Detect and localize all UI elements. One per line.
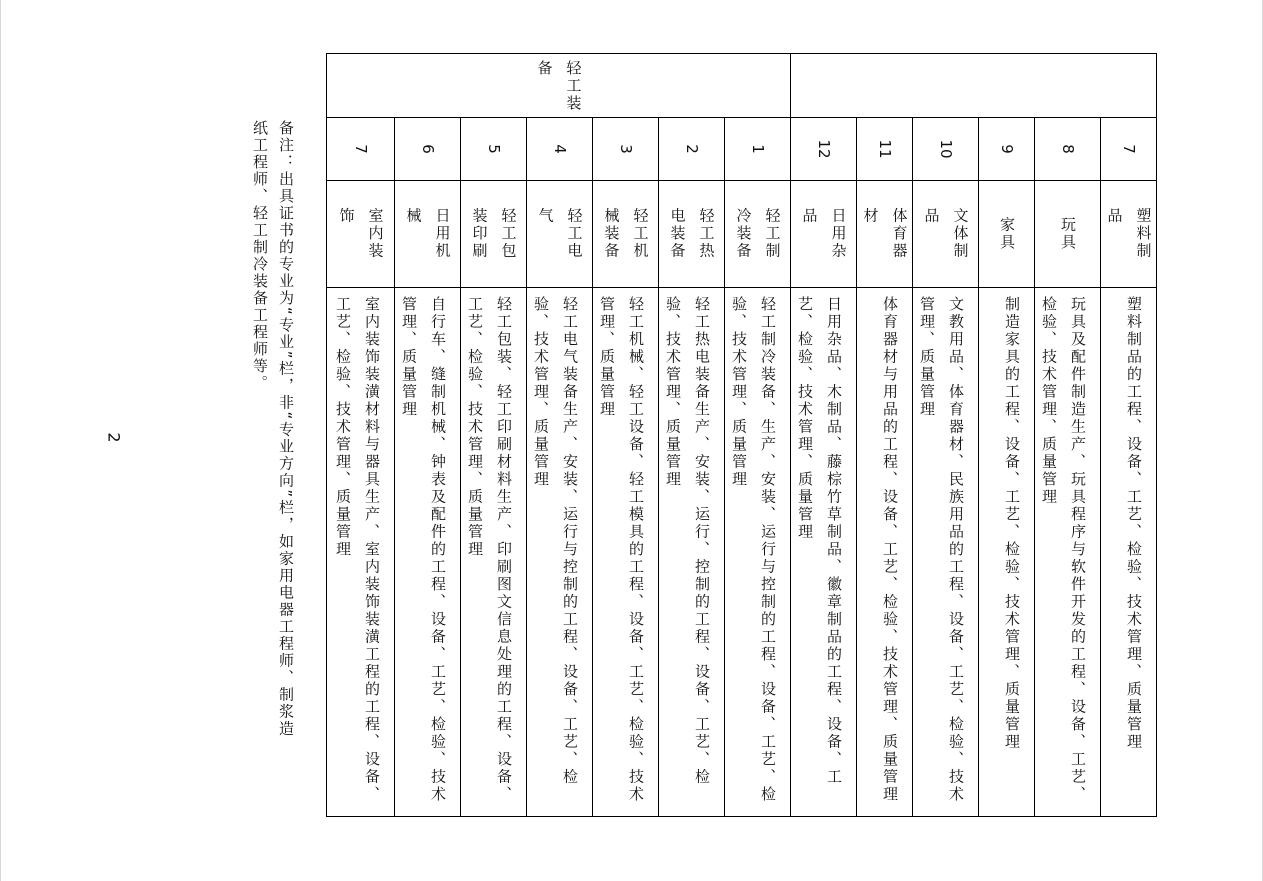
cell-number: [527, 118, 592, 181]
table-column-left-2: [658, 118, 724, 816]
cell-scope: [1035, 288, 1100, 816]
major-text: 室内装饰: [337, 207, 385, 260]
cell-number: [461, 118, 526, 181]
table-column-left-5: [460, 118, 526, 816]
number-text: 10: [936, 139, 955, 159]
scope-text: 文教用品、体育器材、民族用品的工程、设备、工艺、检验、技术管理、质量管理: [918, 296, 965, 804]
major-text: 文体制品: [922, 207, 970, 260]
cell-scope: [725, 288, 790, 816]
major-text: 轻工机械装备: [602, 207, 650, 260]
major-text: 轻工制冷装备: [734, 207, 782, 260]
cell-major: [593, 181, 658, 288]
cell-number: [913, 118, 978, 181]
cell-scope: [327, 288, 394, 816]
cell-number: [979, 118, 1034, 181]
cell-number: [395, 118, 460, 181]
table-column-left-4: [526, 118, 592, 816]
table-column-right-3: [978, 118, 1034, 816]
cell-number: [1101, 118, 1156, 181]
page-number: 2: [104, 432, 124, 443]
remark-note: 备注：出具证书的专业为“专业”栏，非“专业方向”栏，如家用电器工程师、制浆造纸工程师、轻工制冷装备工程师等。: [251, 120, 295, 738]
cell-number: [593, 118, 658, 181]
number-text: 8: [1058, 144, 1077, 154]
specialty-table: [326, 53, 1157, 817]
table-column-left-1: [724, 118, 790, 816]
number-text: 4: [550, 144, 569, 154]
table-column-left-7: [327, 118, 394, 816]
cell-major: [725, 181, 790, 288]
cell-scope: [527, 288, 592, 816]
scope-text: 轻工机械、轻工设备、轻工模具的工程、设备、工艺、检验、技术管理、质量管理: [598, 296, 645, 804]
section-title: 轻工装备: [535, 60, 583, 113]
scope-text: 室内装饰装潢材料与器具生产、室内装饰装潢工程的工程、设备、工艺、检验、技术管理、质量管理: [334, 296, 381, 804]
scope-text: 轻工制冷装备、生产、安装、运行与控制的工程、设备、工艺、检验、技术管理、质量管理: [730, 296, 777, 804]
cell-scope: [593, 288, 658, 816]
major-text: 家具: [998, 216, 1016, 252]
table-column-right-6: [790, 118, 856, 816]
cell-number: [725, 118, 790, 181]
number-text: 2: [682, 144, 701, 154]
cell-number: [659, 118, 724, 181]
table-column-right-5: [856, 118, 912, 816]
scope-text: 轻工包装、轻工印刷材料生产、印刷图文信息处理的工程、设备、工艺、检验、技术管理、质量管理: [466, 296, 513, 804]
cell-major: [791, 181, 856, 288]
major-text: 轻工热电装备: [668, 207, 716, 260]
cell-major: [979, 181, 1034, 288]
cell-major: [327, 181, 394, 288]
table-column-right-2: [1034, 118, 1100, 816]
section-header-blank: [790, 54, 1156, 118]
number-text: 3: [616, 144, 635, 154]
cell-scope: [395, 288, 460, 816]
major-text: 轻工包装印刷: [470, 207, 518, 260]
cell-number: [791, 118, 856, 181]
major-text: 日用机械: [404, 207, 452, 260]
scope-text: 玩具及配件制造生产、玩具程序与软件开发的工程、设备、工艺、检验、技术管理、质量管理: [1040, 296, 1087, 804]
number-text: 12: [814, 139, 833, 159]
number-text: 6: [418, 144, 437, 154]
major-text: 体育器材: [861, 207, 909, 260]
cell-scope: [659, 288, 724, 816]
cell-scope: [461, 288, 526, 816]
cell-major: [527, 181, 592, 288]
number-text: 11: [875, 139, 894, 159]
number-text: 7: [351, 144, 370, 154]
number-text: 7: [1119, 144, 1138, 154]
scope-text: 自行车、缝制机械、钟表及配件的工程、设备、工艺、检验、技术管理、质量管理: [400, 296, 447, 804]
cell-major: [395, 181, 460, 288]
cell-major: [1101, 181, 1156, 288]
scope-text: 塑料制品的工程、设备、工艺、检验、技术管理、质量管理: [1125, 296, 1143, 751]
table-column-right-1: [1100, 118, 1156, 816]
scope-text: 制造家具的工程、设备、工艺、检验、技术管理、质量管理: [1003, 296, 1021, 751]
table-column-left-6: [394, 118, 460, 816]
cell-major: [913, 181, 978, 288]
cell-major: [659, 181, 724, 288]
number-text: 9: [997, 144, 1016, 154]
section-header-light-industry-equipment: [327, 54, 790, 118]
cell-number: [327, 118, 394, 181]
scope-text: 日用杂品、木制品、藤棕竹草制品、徽章制品的工程、设备、工艺、检验、技术管理、质量管理: [796, 296, 843, 786]
number-text: 1: [748, 144, 767, 154]
cell-scope: [979, 288, 1034, 816]
cell-number: [857, 118, 912, 181]
cell-scope: [1101, 288, 1156, 816]
major-text: 轻工电气: [536, 207, 584, 260]
cell-scope: [791, 288, 856, 816]
table-column-left-3: [592, 118, 658, 816]
major-text: 日用杂品: [800, 207, 848, 260]
table-column-right-4: [912, 118, 978, 816]
cell-major: [1035, 181, 1100, 288]
cell-scope: [857, 288, 912, 816]
scope-text: 体育器材与用品的工程、设备、工艺、检验、技术管理、质量管理: [881, 296, 899, 804]
number-text: 5: [484, 144, 503, 154]
cell-major: [857, 181, 912, 288]
major-text: 塑料制品: [1105, 207, 1153, 260]
scope-text: 轻工电气装备生产、安装、运行与控制的工程、设备、工艺、检验、技术管理、质量管理: [532, 296, 579, 786]
cell-scope: [913, 288, 978, 816]
scope-text: 轻工热电装备生产、安装、运行、控制的工程、设备、工艺、检验、技术管理、质量管理: [664, 296, 711, 786]
major-text: 玩具: [1059, 216, 1077, 252]
cell-number: [1035, 118, 1100, 181]
cell-major: [461, 181, 526, 288]
